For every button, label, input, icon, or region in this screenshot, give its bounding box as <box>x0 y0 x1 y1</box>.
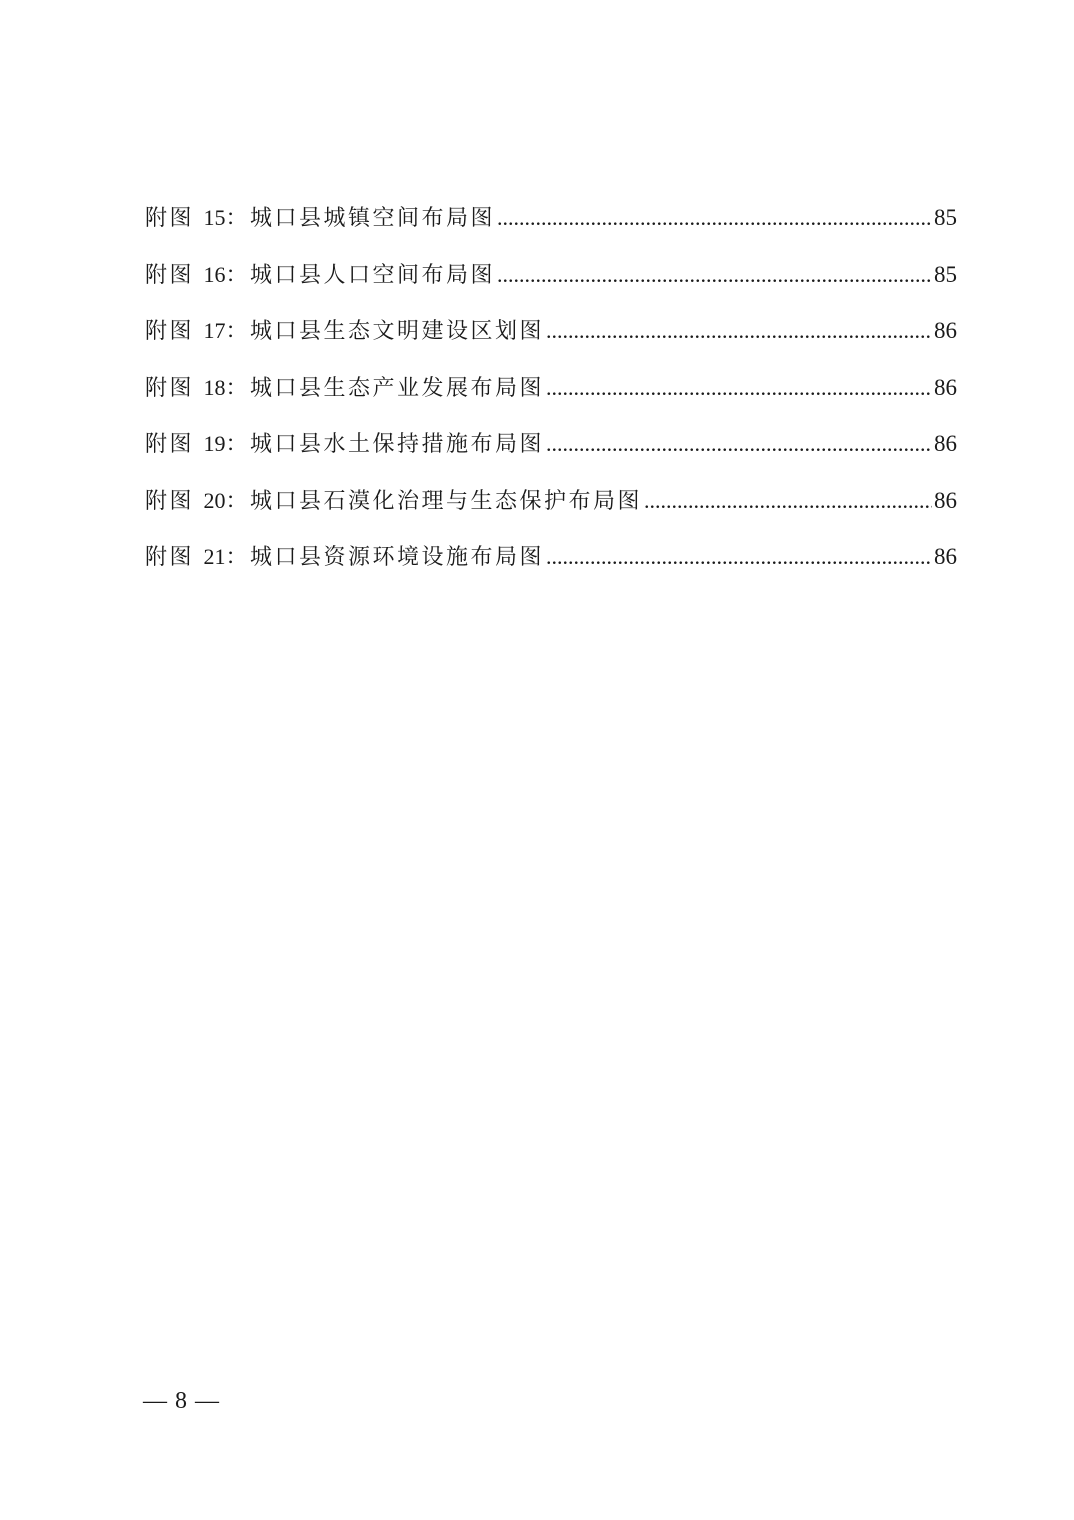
toc-entry-number: 17 <box>203 318 226 343</box>
toc-entry-prefix: 附图 <box>145 488 195 514</box>
toc-entry-number: 21 <box>203 544 226 569</box>
toc-dot-leader <box>546 309 932 353</box>
toc-entry-page: 86 <box>934 318 957 343</box>
toc-entry-label <box>145 309 544 354</box>
toc-entry-18[interactable] <box>145 366 957 423</box>
toc-dot-leader <box>497 253 932 297</box>
toc-entry-page: 85 <box>934 261 957 287</box>
toc-entry-prefix: 附图 <box>145 319 195 344</box>
toc-entry-number: 19 <box>203 431 226 456</box>
toc-entry-title: ：城口县生态文明建设区划图 <box>225 319 545 344</box>
toc-entry-17[interactable] <box>145 309 957 366</box>
page-number-footer: — 8 — <box>143 1388 220 1414</box>
toc-entry-title: ：城口县人口空间布局图 <box>225 262 496 288</box>
toc-entry-number: 15 <box>203 205 226 230</box>
toc-entry-label <box>145 422 544 467</box>
toc-entry-page: 86 <box>934 544 957 569</box>
toc-entry-prefix: 附图 <box>145 375 195 401</box>
toc-entry-title: ：城口县生态产业发展布局图 <box>225 375 545 401</box>
toc-entry-19[interactable] <box>145 422 957 479</box>
toc-entry-label <box>145 253 495 298</box>
toc-entry-number: 16 <box>203 261 226 287</box>
toc-entry-title: ：城口县城镇空间布局图 <box>225 206 496 231</box>
toc-entry-21[interactable] <box>145 535 957 592</box>
toc-entry-page: 86 <box>934 487 957 513</box>
toc-dot-leader <box>546 535 932 579</box>
toc-entry-number: 20 <box>203 487 226 513</box>
toc-entry-label <box>145 535 544 580</box>
toc-dot-leader <box>497 196 932 240</box>
toc-entry-prefix: 附图 <box>145 206 195 231</box>
toc-entry-title: ：城口县石漠化治理与生态保护布局图 <box>225 488 643 514</box>
toc-dot-leader <box>546 366 932 410</box>
toc-dot-leader <box>546 422 932 466</box>
toc-entry-16[interactable] <box>145 253 957 310</box>
toc-entry-label <box>145 479 642 524</box>
toc-entry-20[interactable] <box>145 479 957 536</box>
toc-entry-title: ：城口县水土保持措施布局图 <box>225 432 545 457</box>
toc-entry-title: ：城口县资源环境设施布局图 <box>225 545 545 570</box>
toc-dot-leader <box>644 479 932 523</box>
toc-entry-prefix: 附图 <box>145 262 195 288</box>
toc-entry-15[interactable] <box>145 196 957 253</box>
toc-entry-number: 18 <box>203 374 226 400</box>
toc-entry-label <box>145 366 544 411</box>
table-of-contents <box>145 196 957 592</box>
toc-entry-prefix: 附图 <box>145 545 195 570</box>
toc-entry-page: 86 <box>934 431 957 456</box>
toc-entry-page: 85 <box>934 205 957 230</box>
toc-entry-prefix: 附图 <box>145 432 195 457</box>
toc-entry-page: 86 <box>934 374 957 400</box>
toc-entry-label <box>145 196 495 241</box>
